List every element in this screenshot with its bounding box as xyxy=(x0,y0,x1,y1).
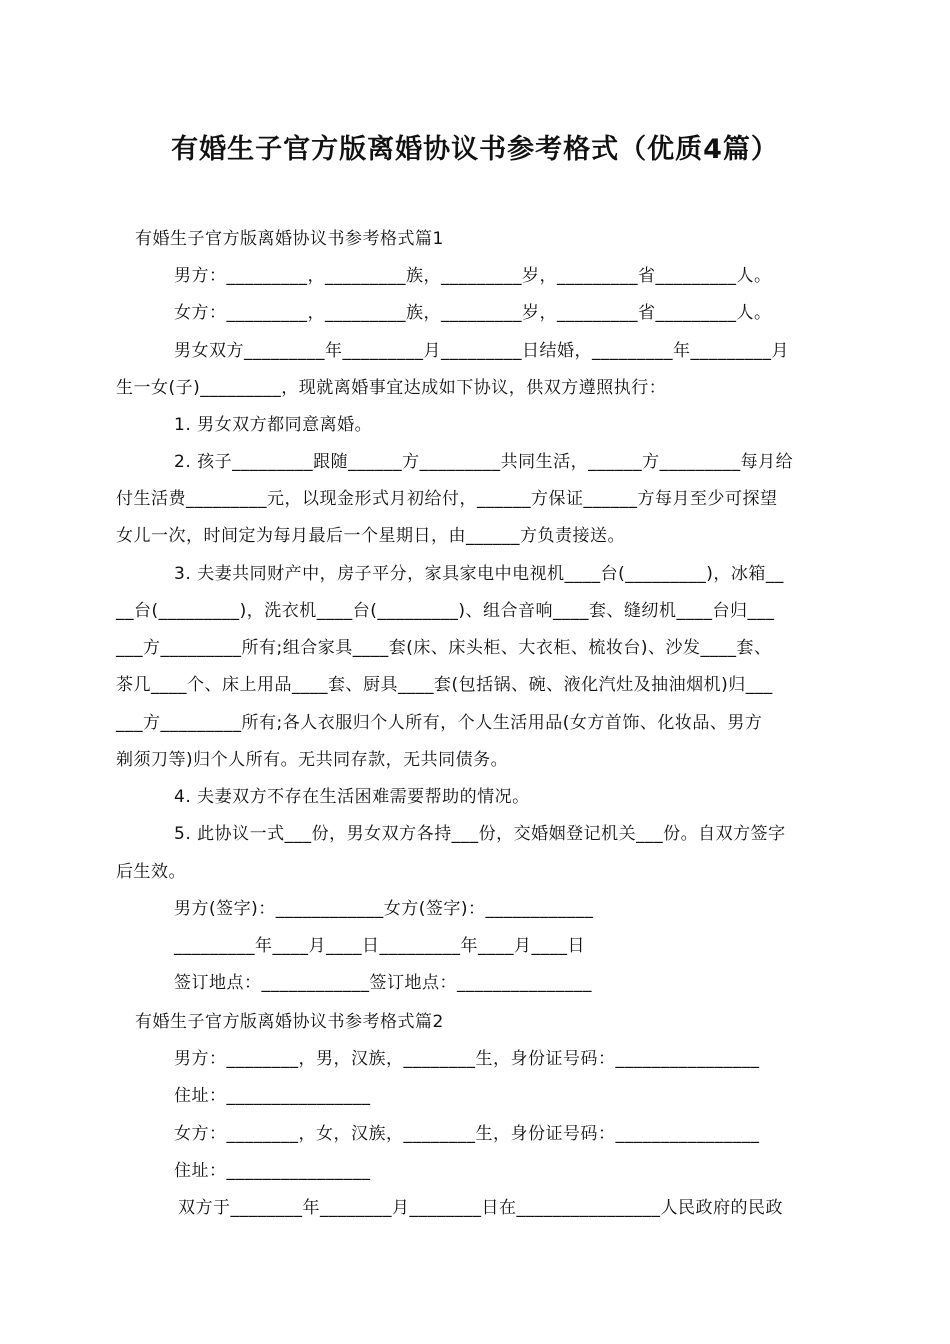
paragraph-line: 双方于________年________月________日在________________人民政府的民政 xyxy=(178,1198,783,1218)
paragraph-line: 住址：________________ xyxy=(174,1086,371,1106)
document-title: 有婚生子官方版离婚协议书参考格式（优质4篇） xyxy=(171,134,779,165)
paragraph-line: 男方：________，男，汉族，________生，身份证号码：________________ xyxy=(174,1049,760,1069)
paragraph-line: 5. 此协议一式___份，男女双方各持___份，交婚姻登记机关___份。自双方签字 xyxy=(174,824,786,844)
paragraph-line: 4. 夫妻双方不存在生活困难需要帮助的情况。 xyxy=(174,787,530,807)
paragraph-line: 女方：________，女，汉族，________生，身份证号码：________________ xyxy=(174,1124,760,1144)
section-2-heading: 有婚生子官方版离婚协议书参考格式篇2 xyxy=(135,1012,444,1032)
location-line: 签订地点：____________签订地点：_______________ xyxy=(174,973,592,993)
paragraph-line: ___方_________所有;各人衣服归个人所有，个人生活用品(女方首饰、化妆品、男方 xyxy=(116,713,763,733)
paragraph-line: 生一女(子)_________，现就离婚事宜达成如下协议，供双方遵照执行： xyxy=(116,378,667,398)
signature-line: 男方(签字)：____________女方(签字)：____________ xyxy=(174,899,594,919)
paragraph-line: 剃须刀等)归个人所有。无共同存款，无共同债务。 xyxy=(116,750,509,770)
paragraph-line: 住址：________________ xyxy=(174,1161,371,1181)
paragraph-line: 后生效。 xyxy=(116,862,186,882)
paragraph-line: 男女双方_________年_________月_________日结婚，_________年_________月 xyxy=(174,341,789,361)
paragraph-line: __台(_________)，洗衣机____台(_________)、组合音响____套、缝纫机____台归___ xyxy=(116,601,775,621)
section-1-heading: 有婚生子官方版离婚协议书参考格式篇1 xyxy=(135,229,444,249)
paragraph-line: 女儿一次，时间定为每月最后一个星期日，由______方负责接送。 xyxy=(116,526,625,546)
date-line: _________年____月____日_________年____月____日 xyxy=(174,936,585,956)
paragraph-line: 2. 孩子_________跟随______方_________共同生活，______方_________每月给 xyxy=(174,452,794,472)
paragraph-line: 女方：_________，_________族，_________岁，_________省_________人。 xyxy=(174,303,772,323)
paragraph-line: ___方_________所有;组合家具____套(床、床头柜、大衣柜、梳妆台)、沙发____套、 xyxy=(116,638,772,658)
paragraph-line: 1. 男女双方都同意离婚。 xyxy=(174,415,373,435)
paragraph-line: 茶几____个、床上用品____套、厨具____套(包括锅、碗、液化汽灶及抽油烟机)归___ xyxy=(116,675,773,695)
paragraph-line: 3. 夫妻共同财产中，房子平分，家具家电中电视机____台(_________)，冰箱__ xyxy=(174,564,784,584)
paragraph-line: 男方：_________，_________族，_________岁，_________省_________人。 xyxy=(174,266,772,286)
paragraph-line: 付生活费_________元，以现金形式月初给付，______方保证______方每月至少可探望 xyxy=(116,489,778,509)
